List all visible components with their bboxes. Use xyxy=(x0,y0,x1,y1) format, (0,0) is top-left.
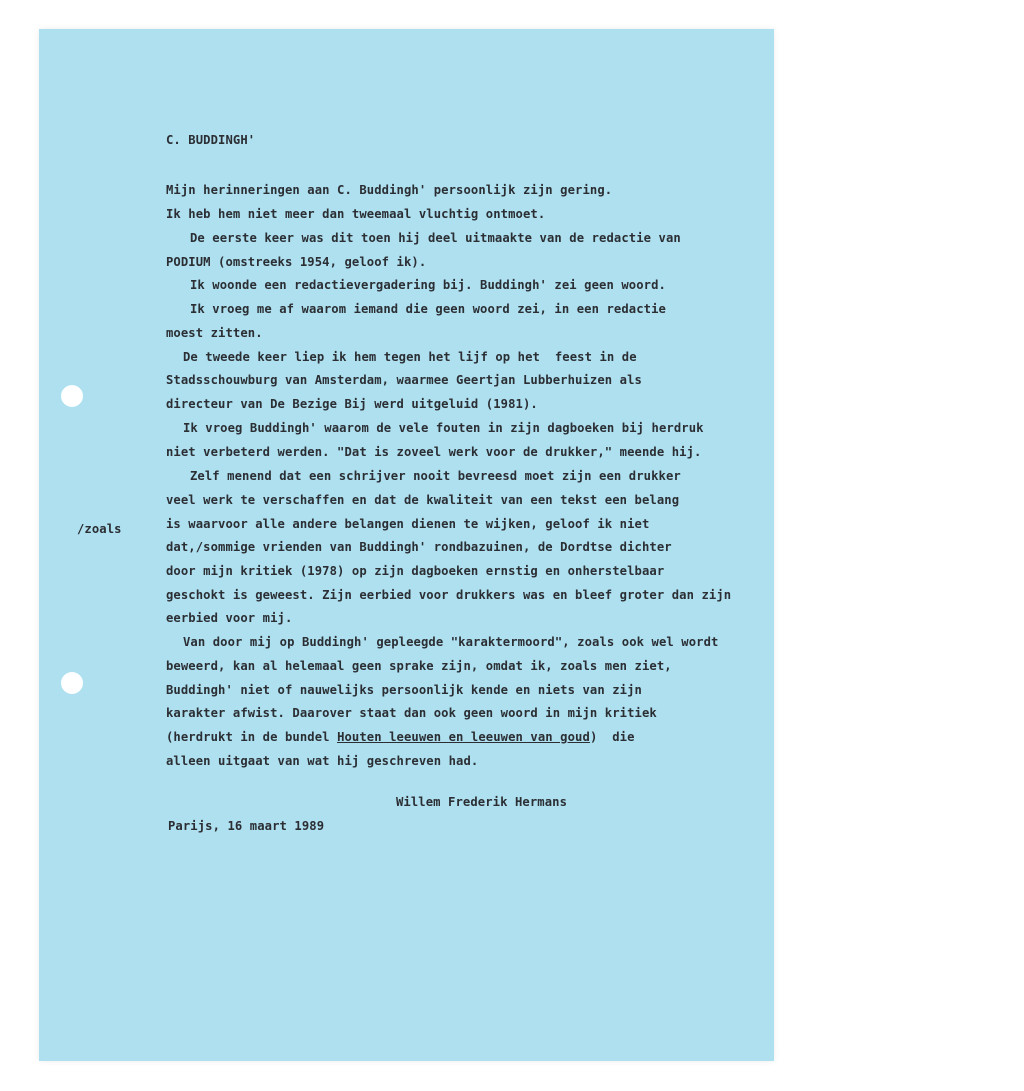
punch-hole xyxy=(61,385,83,407)
punch-hole xyxy=(61,672,83,694)
line-text: Buddingh' niet of nauwelijks persoonlijk kende en niets van zijn xyxy=(166,683,642,697)
letter-line xyxy=(166,753,478,769)
letter-line xyxy=(166,563,664,579)
line-text: Van door mij op Buddingh' gepleegde "karaktermoord", zoals ook wel wordt xyxy=(183,635,719,649)
line-text: karakter afwist. Daarover staat dan ook geen woord in mijn kritiek xyxy=(166,706,657,720)
letter-line xyxy=(190,230,681,246)
letter-line xyxy=(183,420,704,436)
line-text: moest zitten. xyxy=(166,326,263,340)
line-text: eerbied voor mij. xyxy=(166,611,293,625)
letter-line xyxy=(183,634,719,650)
letter-line xyxy=(166,254,426,270)
letter-line xyxy=(166,444,702,460)
line-text: Ik woonde een redactievergadering bij. Buddingh' zei geen woord. xyxy=(190,278,666,292)
letter-line xyxy=(190,277,666,293)
letter-line xyxy=(166,182,612,198)
signature: Willem Frederik Hermans xyxy=(396,795,568,809)
book-title-underlined: Houten leeuwen en leeuwen van goud xyxy=(337,730,590,744)
line-text: is waarvoor alle andere belangen dienen te wijken, geloof ik niet xyxy=(166,517,650,531)
line-text: veel werk te verschaffen en dat de kwaliteit van een tekst een belang xyxy=(166,493,680,507)
line-text: geschokt is geweest. Zijn eerbied voor drukkers was en bleef groter dan zijn xyxy=(166,588,732,602)
document-title: C. BUDDINGH' xyxy=(166,133,256,147)
line-text: Mijn herinneringen aan C. Buddingh' persoonlijk zijn gering. xyxy=(166,183,613,197)
letter-line xyxy=(166,610,292,626)
letter-line xyxy=(166,516,649,532)
line-text: dat,/sommige vrienden van Buddingh' rondbazuinen, de Dordtse dichter xyxy=(166,540,672,554)
line-text: PODIUM (omstreeks 1954, geloof ik). xyxy=(166,255,427,269)
letter-line xyxy=(166,682,642,698)
margin-note: /zoals xyxy=(77,522,122,536)
line-text: Ik heb hem niet meer dan tweemaal vluchtig ontmoet. xyxy=(166,207,546,221)
letter-line xyxy=(190,468,681,484)
line-text: Ik vroeg Buddingh' waarom de vele fouten in zijn dagboeken bij herdruk xyxy=(183,421,704,435)
place-date: Parijs, 16 maart 1989 xyxy=(168,819,325,833)
letter-line xyxy=(166,729,635,745)
letter-line xyxy=(166,658,672,674)
line-text: Zelf menend dat een schrijver nooit bevreesd moet zijn een drukker xyxy=(190,469,681,483)
line-text: De tweede keer liep ik hem tegen het lijf op het feest in de xyxy=(183,350,637,364)
typed-letter-page xyxy=(39,29,774,1061)
line-text: Ik vroeg me af waarom iemand die geen woord zei, in een redactie xyxy=(190,302,666,316)
line-text-after: ) die xyxy=(589,730,635,744)
letter-line xyxy=(166,372,642,388)
line-text: door mijn kritiek (1978) op zijn dagboeken ernstig en onherstelbaar xyxy=(166,564,665,578)
letter-line xyxy=(166,492,679,508)
letter-line xyxy=(166,396,538,412)
line-text: alleen uitgaat van wat hij geschreven had. xyxy=(166,754,479,768)
letter-line xyxy=(166,587,731,603)
letter-line xyxy=(166,539,672,555)
letter-line xyxy=(166,705,657,721)
line-text: beweerd, kan al helemaal geen sprake zijn, omdat ik, zoals men ziet, xyxy=(166,659,672,673)
letter-line xyxy=(166,325,263,341)
line-text: (herdrukt in de bundel xyxy=(166,730,338,744)
letter-line xyxy=(190,301,666,317)
letter-line xyxy=(183,349,637,365)
line-text: De eerste keer was dit toen hij deel uitmaakte van de redactie van xyxy=(190,231,681,245)
line-text: directeur van De Bezige Bij werd uitgeluid (1981). xyxy=(166,397,538,411)
line-text: Stadsschouwburg van Amsterdam, waarmee Geertjan Lubberhuizen als xyxy=(166,373,642,387)
letter-line xyxy=(166,206,545,222)
line-text: niet verbeterd werden. "Dat is zoveel werk voor de drukker," meende hij. xyxy=(166,445,702,459)
